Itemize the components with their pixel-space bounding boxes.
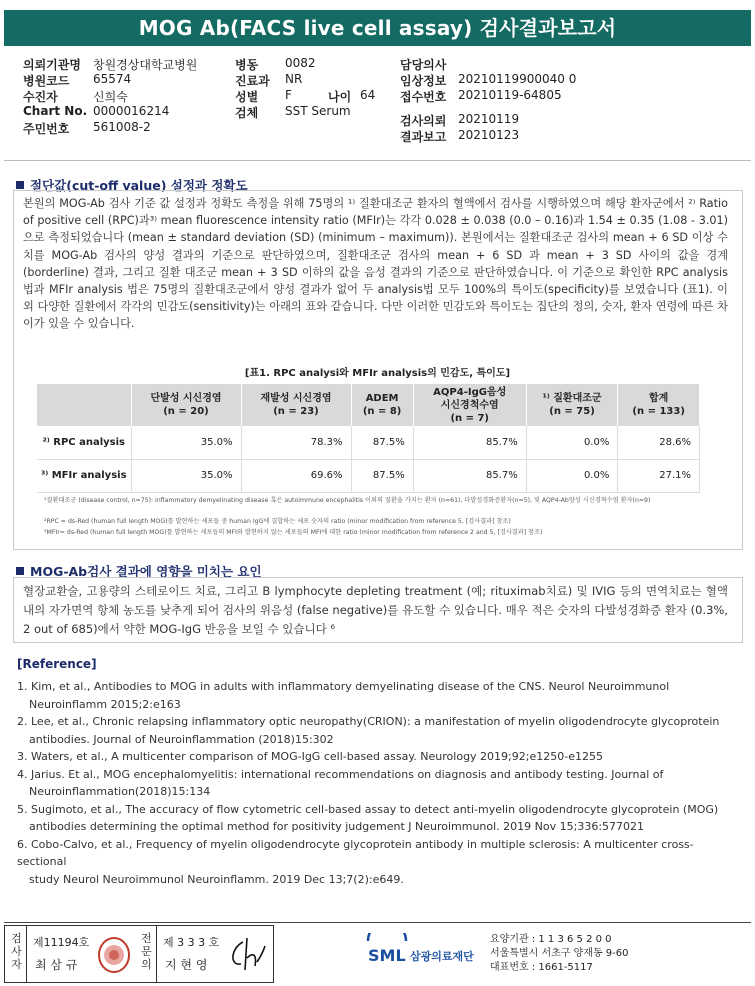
section-factors-title: MOG-Ab검사 결과에 영향을 미치는 요인 — [16, 562, 262, 580]
reference-item: 1. Kim, et al., Antibodies to MOG in adults with inflammatory demyelinating disease of the CNS. Neurol Neuroimmunol Neuroinflamm 2015;2:e163 — [17, 680, 670, 711]
report-footer — [4, 922, 751, 982]
table-cell: 78.3% — [241, 426, 351, 459]
table-cell: 85.7% — [413, 426, 526, 459]
info-department: 진료과 NR — [235, 72, 303, 88]
table-cell: 0.0% — [526, 459, 618, 492]
info-hospital-code: 병원코드 65574 — [23, 72, 132, 88]
tester-name: 최 삼 규 — [35, 958, 78, 972]
table-cell: 0.0% — [526, 426, 618, 459]
reference-item: 6. Cobo-Calvo, et al., Frequency of myelin oligodendrocyte glycoprotein antibody in multiple sclerosis: A multicenter cross-sectional — [17, 837, 694, 868]
reference-item: study Neurol Neuroimmunol Neuroinflamm. 2019 Dec 13;7(2):e649. — [29, 872, 404, 886]
reference-item: 4. Jarius. Et al., MOG encephalomyelitis: international recommendations on diagnosis and antibody testing. Journal of Neuroinflammation(2018)15:134 — [17, 767, 664, 798]
company-code: 요양기관 : 1 1 3 6 5 2 0 0 — [490, 934, 612, 945]
table-cell: 28.6% — [618, 426, 700, 459]
table-cell: 87.5% — [351, 459, 413, 492]
cutoff-paragraph: 본원의 MOG-Ab 검사 기준 값 설정과 정확도 측정을 위해 75명의 ¹⁾ 질환대조군 환자의 혈액에서 검사를 시행하였으며 해당 환자군에서 ²⁾ Ratio of positive cell (RPC)과³⁾ mean fluorescence intensity ratio (MFIr)는 각각 0.028 ± 0.038 (0.0 – 0.16)과 1.54 ± 0.35 (1.08 - 3.01)으로 측정되었습니다 (mean ± standard deviation (SD) (minimum – maximum)). 본원에서는 질환대조군 검사의 mean + 6 SD 이상 수치를 MOG-Ab 검사의 양성 결과의 기준으로 판단하였으며, 질환대조군 검사의 mean + 6 SD 과 mean + 3 SD 사이의 값을 경계 (borderline) 결과, 그리고 질환 대조군 mean + 3 SD 이하의 값을 음성 결과의 기준으로 판단하였습니다. 이 기준으로 확인한 RPC analysis 법과 MFIr analysis 법은 75명의 질환대조군에서 양성 결과가 없어 두 analysis법 모두 100%의 특이도(specificity)를 보였습니다 (표1). 이 외 다양한 질환에서 각각의 민감도(sensitivity)는 아래의 표와 같습니다. 다만 이러한 민감도와 특이도는 집단의 정의, 숫자, 환자 연령에 따른 차이가 있을 수 있습니다. — [23, 197, 728, 331]
sml-logo-icon — [366, 933, 486, 967]
tester-license-no: 제11194호 — [33, 936, 90, 949]
company-name: 삼광의료재단 — [410, 950, 474, 963]
table-row — [37, 426, 700, 459]
table-header: AQP4-IgG음성 시신경척수염 (n = 7) — [413, 384, 526, 426]
table-cell: 87.5% — [351, 426, 413, 459]
info-request-date: 검사의뢰 20210119 — [400, 112, 520, 128]
table-header-row — [37, 384, 700, 426]
company-phone: 대표번호 : 1661-5117 — [490, 962, 593, 973]
divider — [156, 926, 157, 982]
table-cell: 69.6% — [241, 459, 351, 492]
table-cell: 35.0% — [131, 426, 241, 459]
info-sex: 성별 F — [235, 88, 292, 104]
info-resident-no: 주민번호 561008-2 — [23, 120, 151, 136]
report-title: MOG Ab(FACS live cell assay) 검사결과보고서 — [4, 10, 751, 46]
reviewer-name: 지 현 영 — [165, 958, 208, 972]
section-cutoff-title: 절단값(cut-off value) 설정과 정확도 — [16, 176, 248, 194]
info-report-date: 결과보고 20210123 — [400, 128, 520, 144]
table-footnote-1: ¹질환대조군 (disease control, n=75): inflammatory demyelinating disease 혹은 autoimmune encephalitis 이외의 질환을 가지는 환자 (n=61), 다발성경화증환자(n=5), 및 AQP4-Ab양성 시신경척수염 환자(n=9) — [44, 497, 651, 504]
table-header: ADEM (n = 8) — [351, 384, 413, 426]
table-cell: 35.0% — [131, 459, 241, 492]
tester-seal-icon — [97, 936, 131, 974]
info-ward: 병동 0082 — [235, 56, 316, 72]
table-cell: 27.1% — [618, 459, 700, 492]
info-specimen: 검체 SST Serum — [235, 104, 351, 120]
sml-logo — [366, 933, 486, 971]
table-footnote-3: ³MFIr= ds-Red (human full length MOG)를 발현하는 세포들의 MFI와 발현하지 않는 세포들의 MFI에 대한 ratio (minor modification from reference 2 and 5, [검사결과] 참조) — [44, 529, 543, 536]
divider — [26, 926, 27, 982]
info-reception-no: 접수번호 20210119-64805 — [400, 88, 562, 104]
reviewer-signature-icon — [223, 932, 269, 978]
company-info — [490, 933, 629, 975]
signature-box — [4, 925, 274, 983]
table-cell: 85.7% — [413, 459, 526, 492]
company-address: 서울특별시 서초구 양재동 9-60 — [490, 948, 629, 959]
table-header: 재발성 시신경염 (n = 23) — [241, 384, 351, 426]
info-chart-no: Chart No. 0000016214 — [23, 104, 170, 118]
reviewer-license-no: 제 3 3 3 호 — [163, 936, 220, 949]
reference-list — [17, 678, 737, 888]
table-caption: [표1. RPC analysi와 MFIr analysis의 민감도, 특이도] — [244, 368, 511, 379]
reviewer-label: 전 문 의 — [141, 932, 152, 971]
info-patient-name: 수진자 신희숙 — [23, 90, 128, 104]
reference-title: [Reference] — [17, 657, 97, 671]
bullet-square-icon — [16, 181, 24, 189]
factors-paragraph: 혈장교환술, 고용량의 스테로이드 치료, 그리고 B lymphocyte depleting treatment (예; rituximab치료) 및 IVIG 등의 면역치료는 혈액 내의 자가면역 항체 농도를 낮추게 되어 검사의 위음성 (false negative)를 유도할 수 있습니다. 매우 적은 숫자의 다발성경화증 환자 (0.3%, 2 out of 685)에서 약한 MOG-IgG 반응을 보일 수 있습니다 ⁶ — [23, 584, 728, 636]
info-doctor: 담당의사 — [400, 58, 447, 72]
table-header: 단발성 시신경염 (n = 20) — [131, 384, 241, 426]
table-header: 합계 (n = 133) — [618, 384, 700, 426]
table-footnote-2: ²RPC = ds-Red (human full length MOG)를 발현하는 세포들 중 human IgG에 결합하는 세포 숫자의 ratio (minor modification from reference 5, [검사결과] 참조) — [44, 518, 511, 525]
reference-item: 2. Lee, et al., Chronic relapsing inflammatory optic neuropathy(CRION): a manifestation of myelin oligodendrocyte glycoprotein antibodies. Journal of Neuroinflammation (2018)15:302 — [17, 715, 720, 746]
info-institution: 의뢰기관명 창원경상대학교병원 — [23, 58, 198, 72]
sml-logo-text: SML — [368, 946, 406, 965]
info-age: 나이 64 — [328, 88, 376, 104]
sensitivity-table — [37, 384, 700, 493]
tester-label: 검 사 자 — [11, 932, 22, 971]
bullet-square-icon — [16, 567, 24, 575]
reference-item: 5. Sugimoto, et al., The accuracy of flow cytometric cell-based assay to detect anti-myelin oligodendrocyte glycoprotein (MOG) antibodies determining the optimal method for positivity judgement J Neuroimmunol. 2019 Nov 15;336:577021 — [17, 802, 719, 833]
table-header — [37, 384, 131, 426]
table-header: ¹⁾ 질환대조군 (n = 75) — [526, 384, 618, 426]
row-label-mfir: ³⁾ MFIr analysis — [37, 459, 131, 492]
info-clinical: 임상정보 20210119900040 0 — [400, 72, 577, 88]
divider — [4, 160, 751, 161]
table-row — [37, 459, 700, 492]
row-label-rpc: ²⁾ RPC analysis — [37, 426, 131, 459]
reference-item: 3. Waters, et al., A multicenter comparison of MOG-IgG cell-based assay. Neurology 2019;92;e1250-e1255 — [17, 750, 603, 763]
